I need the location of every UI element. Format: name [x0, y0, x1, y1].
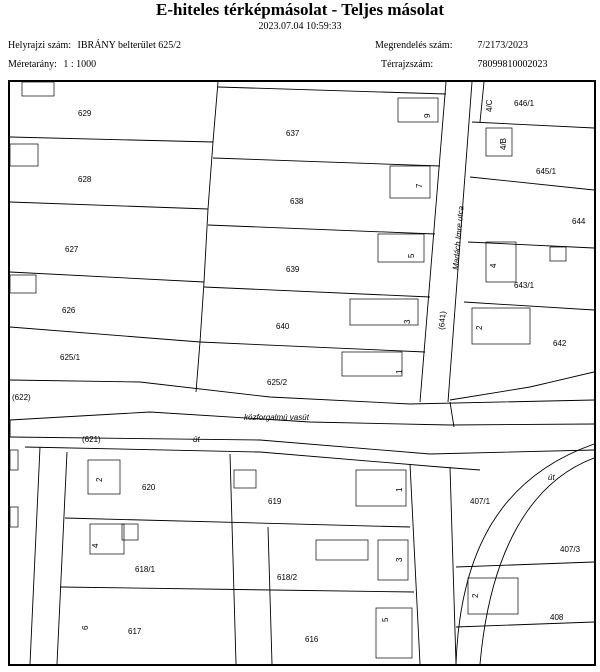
mapno-label: Térrajzszám:: [381, 59, 434, 70]
mapno-info: [381, 59, 548, 71]
house-number-3: 3: [403, 319, 412, 324]
street-label-vasut: közforgalmú vasút: [244, 413, 309, 422]
house-number-2-a: 2: [475, 325, 484, 330]
parcel-label-625-2: 625/2: [267, 378, 288, 387]
parcel-boundaries: [10, 82, 594, 664]
scale-label: Méretarány:: [8, 59, 57, 70]
parcel-labels: [12, 99, 586, 644]
parcel-label-618-1: 618/1: [135, 565, 156, 574]
parcel-label-628: 628: [78, 175, 92, 184]
parcel-label-407-3: 407/3: [560, 545, 581, 554]
parcel-value: IBRÁNY belterület 625/2: [77, 40, 182, 51]
parcel-label-617: 617: [128, 627, 142, 636]
house-number-4: 4: [489, 263, 498, 268]
parcel-label-638: 638: [290, 197, 304, 206]
house-number-1-b: 1: [395, 487, 404, 492]
house-number-7: 7: [415, 183, 424, 188]
house-number-4c: 4/C: [485, 99, 494, 112]
house-number-5: 5: [407, 253, 416, 258]
map-canvas: [10, 82, 594, 664]
parcel-label-641: (641): [437, 310, 448, 331]
house-number-1-a: 1: [395, 369, 404, 374]
house-number-3-b: 3: [395, 557, 404, 562]
print-datetime: 2023.07.04 10:59:33: [258, 21, 342, 32]
house-number-2-b: 2: [95, 477, 104, 482]
parcel-label-618-2: 618/2: [277, 573, 298, 582]
house-number-4-d: 4: [91, 543, 100, 548]
parcel-label: Helyrajzi szám:: [8, 40, 72, 51]
parcel-label-626: 626: [62, 306, 76, 315]
parcel-label-408: 408: [550, 613, 564, 622]
cadastral-map[interactable]: [8, 80, 596, 666]
order-info: [375, 40, 528, 52]
parcel-label-629: 629: [78, 109, 92, 118]
house-number-4b: 4/B: [499, 137, 508, 150]
order-value: 7/2173/2023: [477, 40, 529, 51]
parcel-label-616: 616: [305, 635, 319, 644]
scale-info: [8, 59, 96, 71]
house-number-6: 6: [81, 625, 90, 630]
parcel-label-646-1: 646/1: [514, 99, 535, 108]
order-label: Megrendelés szám:: [375, 40, 453, 51]
street-label-madach: Madách Imre utca: [451, 205, 466, 271]
parcel-label-627: 627: [65, 245, 79, 254]
house-numbers: [81, 99, 508, 630]
parcel-label-621: (621): [82, 435, 101, 444]
house-number-2-c: 2: [471, 593, 480, 598]
parcel-label-637: 637: [286, 129, 300, 138]
mapno-value: 78099810002023: [477, 59, 548, 70]
house-number-9: 9: [423, 113, 432, 118]
parcel-label-644: 644: [572, 217, 586, 226]
parcel-label-643-1: 643/1: [514, 281, 535, 290]
page-title: E-hiteles térképmásolat - Teljes másolat: [155, 0, 445, 19]
scale-value: 1 : 1000: [63, 59, 97, 70]
parcel-label-640: 640: [276, 322, 290, 331]
parcel-label-619: 619: [268, 497, 282, 506]
street-label-ut-1: út: [193, 435, 200, 444]
parcel-label-625-1: 625/1: [60, 353, 81, 362]
parcel-label-639: 639: [286, 265, 300, 274]
street-labels: [193, 205, 555, 482]
buildings: [10, 82, 566, 658]
house-number-5-b: 5: [381, 617, 390, 622]
parcel-label-642: 642: [553, 339, 567, 348]
parcel-info: [8, 40, 181, 52]
street-label-ut-2: út: [548, 473, 555, 482]
parcel-label-620: 620: [142, 483, 156, 492]
parcel-label-407-1: 407/1: [470, 497, 491, 506]
parcel-label-645-1: 645/1: [536, 167, 557, 176]
parcel-label-622: (622): [12, 393, 31, 402]
